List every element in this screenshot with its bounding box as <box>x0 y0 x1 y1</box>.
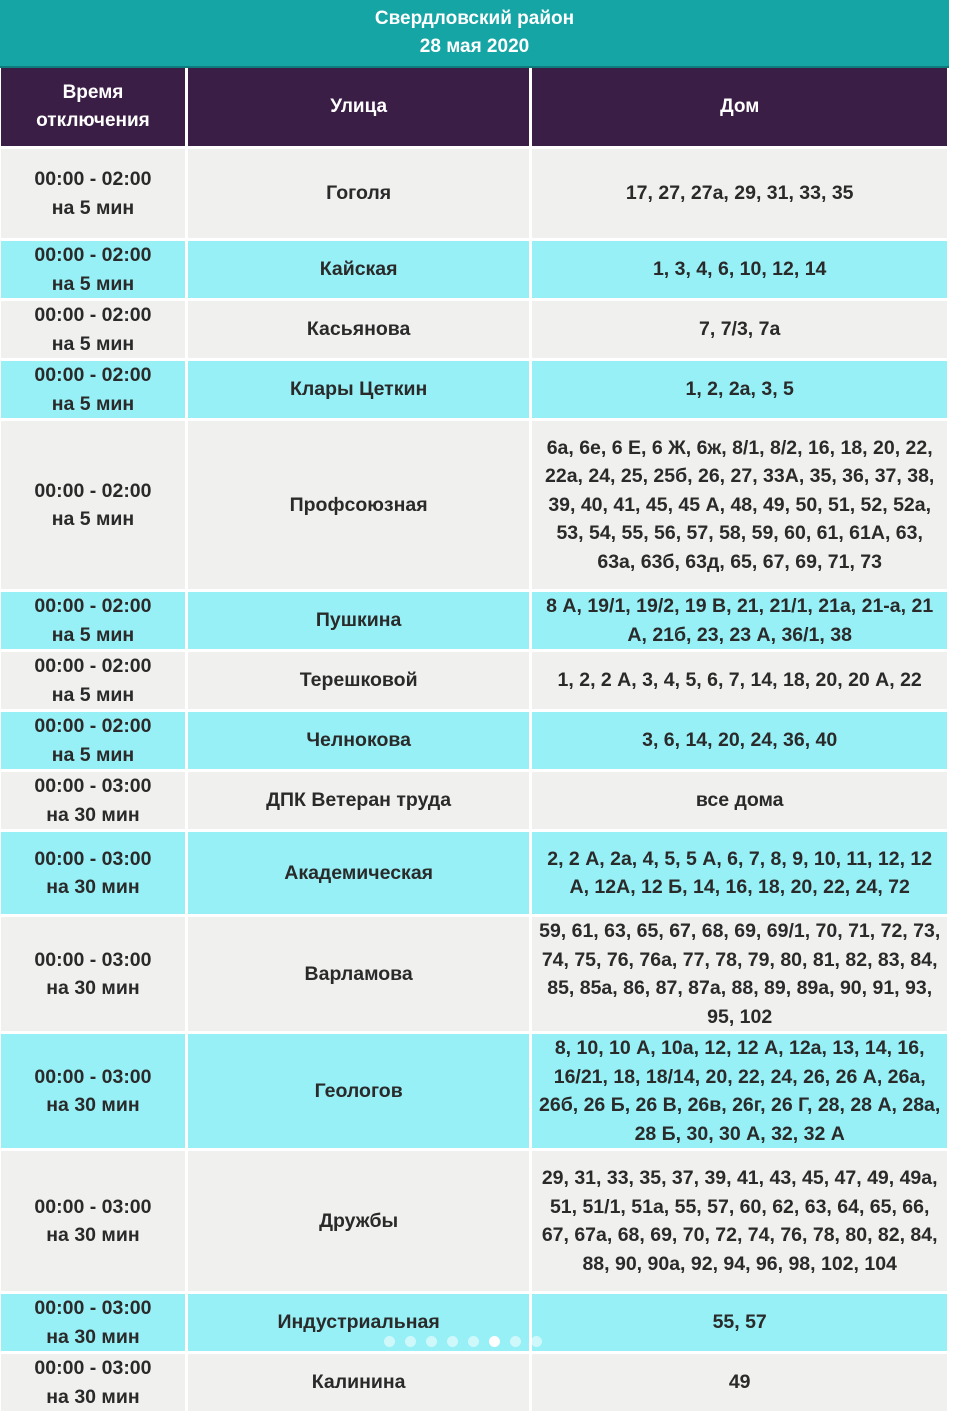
street-cell: Варламова <box>188 917 529 1034</box>
street-cell: Челнокова <box>188 712 529 772</box>
outage-table <box>0 68 950 1414</box>
table-row <box>1 149 947 241</box>
houses-cell: 55, 57 <box>532 1294 947 1354</box>
time-cell: 00:00 - 02:00 на 5 мин <box>1 361 185 421</box>
time-cell: 00:00 - 03:00 на 30 мин <box>1 1294 185 1354</box>
street-cell: Геологов <box>188 1034 529 1151</box>
street-cell: Кайская <box>188 241 529 301</box>
houses-cell: 17, 27, 27а, 29, 31, 33, 35 <box>532 149 947 241</box>
table-row <box>1 241 947 301</box>
carousel-indicator <box>384 1336 542 1347</box>
table-row <box>1 301 947 361</box>
houses-cell: 29, 31, 33, 35, 37, 39, 41, 43, 45, 47, 49, 49а, 51, 51/1, 51а, 55, 57, 60, 62, 63, 64, 65, 66, 67, 67а, 68, 69, 70, 72, 74, 76, 78, 80, 82, 84, 88, 90, 90а, 92, 94, 96, 98, 102, 104 <box>532 1151 947 1294</box>
table-row <box>1 1354 947 1414</box>
street-cell: ДПК Ветеран труда <box>188 772 529 832</box>
carousel-dot[interactable] <box>426 1336 437 1347</box>
carousel-dot[interactable] <box>510 1336 521 1347</box>
time-cell: 00:00 - 02:00 на 5 мин <box>1 421 185 592</box>
time-cell: 00:00 - 02:00 на 5 мин <box>1 652 185 712</box>
table-header-row <box>1 68 947 149</box>
carousel-dot[interactable] <box>489 1336 500 1347</box>
houses-cell: все дома <box>532 772 947 832</box>
table-body <box>1 149 947 1414</box>
houses-cell: 2, 2 А, 2а, 4, 5, 5 А, 6, 7, 8, 9, 10, 11, 12, 12 А, 12А, 12 Б, 14, 16, 18, 20, 22, 24, 72 <box>532 832 947 917</box>
houses-cell: 8, 10, 10 А, 10а, 12, 12 А, 12а, 13, 14, 16, 16/21, 18, 18/14, 20, 22, 24, 26, 26 А, 26а, 26б, 26 Б, 26 В, 26в, 26г, 26 Г, 28, 28 А, 28а, 28 Б, 30, 30 А, 32, 32 А <box>532 1034 947 1151</box>
time-cell: 00:00 - 02:00 на 5 мин <box>1 301 185 361</box>
street-cell: Гоголя <box>188 149 529 241</box>
street-cell: Касьянова <box>188 301 529 361</box>
table-row <box>1 832 947 917</box>
houses-cell: 8 А, 19/1, 19/2, 19 В, 21, 21/1, 21а, 21-а, 21 А, 21б, 23, 23 А, 36/1, 38 <box>532 592 947 652</box>
houses-cell: 6а, 6е, 6 Е, 6 Ж, 6ж, 8/1, 8/2, 16, 18, 20, 22, 22а, 24, 25, 25б, 26, 27, 33А, 35, 36, 37, 38, 39, 40, 41, 45, 45 А, 48, 49, 50, 51, 52, 52а, 53, 54, 55, 56, 57, 58, 59, 60, 61, 61А, 63, 63а, 63б, 63д, 65, 67, 69, 71, 73 <box>532 421 947 592</box>
houses-cell: 1, 2, 2а, 3, 5 <box>532 361 947 421</box>
carousel-dot[interactable] <box>405 1336 416 1347</box>
street-cell: Пушкина <box>188 592 529 652</box>
street-cell: Индустриальная <box>188 1294 529 1354</box>
houses-cell: 1, 2, 2 А, 3, 4, 5, 6, 7, 14, 18, 20, 20 А, 22 <box>532 652 947 712</box>
table-row <box>1 772 947 832</box>
time-cell: 00:00 - 03:00 на 30 мин <box>1 917 185 1034</box>
time-cell: 00:00 - 03:00 на 30 мин <box>1 1034 185 1151</box>
table-title <box>0 0 949 68</box>
time-cell: 00:00 - 03:00 на 30 мин <box>1 832 185 917</box>
street-cell: Академическая <box>188 832 529 917</box>
street-cell: Дружбы <box>188 1151 529 1294</box>
street-cell: Терешковой <box>188 652 529 712</box>
table-row <box>1 917 947 1034</box>
table-row <box>1 361 947 421</box>
houses-cell: 49 <box>532 1354 947 1414</box>
carousel-dot[interactable] <box>384 1336 395 1347</box>
houses-cell: 59, 61, 63, 65, 67, 68, 69, 69/1, 70, 71, 72, 73, 74, 75, 76, 76а, 77, 78, 79, 80, 81, 82, 83, 84, 85, 85а, 86, 87, 87а, 88, 89, 89а, 90, 91, 93, 95, 102 <box>532 917 947 1034</box>
date-title: 28 мая 2020 <box>419 36 530 57</box>
table-row <box>1 592 947 652</box>
district-title: Свердловский район <box>374 8 575 29</box>
time-cell: 00:00 - 03:00 на 30 мин <box>1 1354 185 1414</box>
table-row <box>1 1151 947 1294</box>
street-cell: Клары Цеткин <box>188 361 529 421</box>
table-row <box>1 712 947 772</box>
table-row <box>1 1034 947 1151</box>
time-cell: 00:00 - 03:00 на 30 мин <box>1 1151 185 1294</box>
houses-cell: 3, 6, 14, 20, 24, 36, 40 <box>532 712 947 772</box>
header-street: Улица <box>188 68 529 149</box>
carousel-dot[interactable] <box>447 1336 458 1347</box>
street-cell: Калинина <box>188 1354 529 1414</box>
time-cell: 00:00 - 02:00 на 5 мин <box>1 592 185 652</box>
street-cell: Профсоюзная <box>188 421 529 592</box>
houses-cell: 7, 7/3, 7а <box>532 301 947 361</box>
table-row <box>1 421 947 592</box>
time-cell: 00:00 - 02:00 на 5 мин <box>1 149 185 241</box>
houses-cell: 1, 3, 4, 6, 10, 12, 14 <box>532 241 947 301</box>
carousel-dot[interactable] <box>531 1336 542 1347</box>
header-house: Дом <box>532 68 947 149</box>
time-cell: 00:00 - 03:00 на 30 мин <box>1 772 185 832</box>
time-cell: 00:00 - 02:00 на 5 мин <box>1 712 185 772</box>
table-row <box>1 652 947 712</box>
carousel-dot[interactable] <box>468 1336 479 1347</box>
time-cell: 00:00 - 02:00 на 5 мин <box>1 241 185 301</box>
header-time: Время отключения <box>1 68 185 149</box>
